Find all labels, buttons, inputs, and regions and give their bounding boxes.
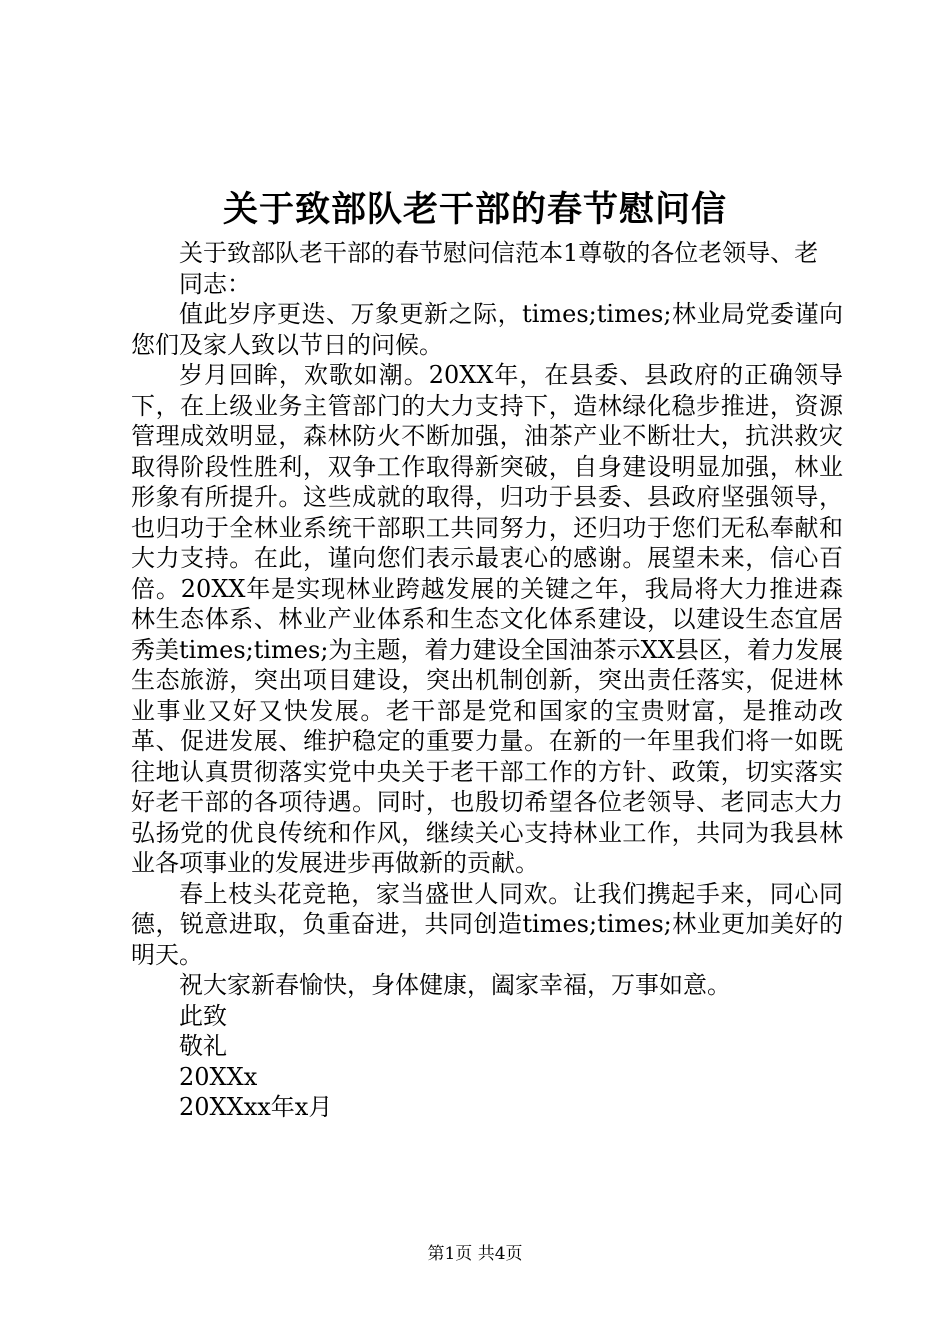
paragraph-call-to-action: 春上枝头花竞艳，家当盛世人同欢。让我们携起手来，同心同德，锐意进取，负重奋进，共同创造times;times;林业更加美好的明天。 — [131, 879, 843, 969]
closing-line-1: 此致 — [179, 1001, 227, 1030]
date-line: 20XXxx年x月 — [179, 1093, 333, 1121]
paragraph-wishes: 祝大家新春愉快，身体健康，阖家幸福，万事如意。 — [179, 971, 731, 999]
paragraph-main: 岁月回眸，欢歌如潮。20XX年，在县委、县政府的正确领导下，在上级业务主管部门的大力支持下，造林绿化稳步推进，资源管理成效明显，森林防火不断加强，油茶产业不断壮大，抗洪救灾取得阶段性胜利，双争工作取得新突破，自身建设明显加强，林业形象有所提升。这些成就的取得，归功于县委、县政府坚强领导，也归功于全林业系统干部职工共同努力，还归功于您们无私奉献和大力支持。在此，谨向您们表示最衷心的感谢。展望未来，信心百倍。20XX年是实现林业跨越发展的关键之年，我局将大力推进森林生态体系、林业产业体系和生态文化体系建设，以建设生态宜居秀美times;times;为主题，着力建设全国油茶示XX县区，着力发展生态旅游，突出项目建设，突出机制创新，突出责任落实，促进林业事业又好又快发展。老干部是党和国家的宝贵财富，是推动改革、促进发展、维护稳定的重要力量。在新的一年里我们将一如既往地认真贯彻落实党中央关于老干部工作的方针、政策，切实落实好老干部的各项待遇。同时，也殷切希望各位老领导、老同志大力弘扬党的优良传统和作风，继续关心支持林业工作，共同为我县林业各项事业的发展进步再做新的贡献。 — [131, 361, 843, 877]
document-body — [131, 238, 843, 1123]
page-footer: 第1页 共4页 — [427, 1244, 523, 1264]
paragraph-greeting: 值此岁序更迭、万象更新之际，times;times;林业局党委谨向您们及家人致以节日的问候。 — [131, 300, 843, 359]
paragraph-salutation: 同志： — [179, 269, 251, 298]
signature-line: 20XXx — [179, 1062, 258, 1091]
paragraph-intro: 关于致部队老干部的春节慰问信范本1尊敬的各位老领导、老 — [179, 239, 819, 267]
closing-line-2: 敬礼 — [179, 1032, 227, 1060]
document-title: 关于致部队老干部的春节慰问信 — [222, 189, 727, 230]
